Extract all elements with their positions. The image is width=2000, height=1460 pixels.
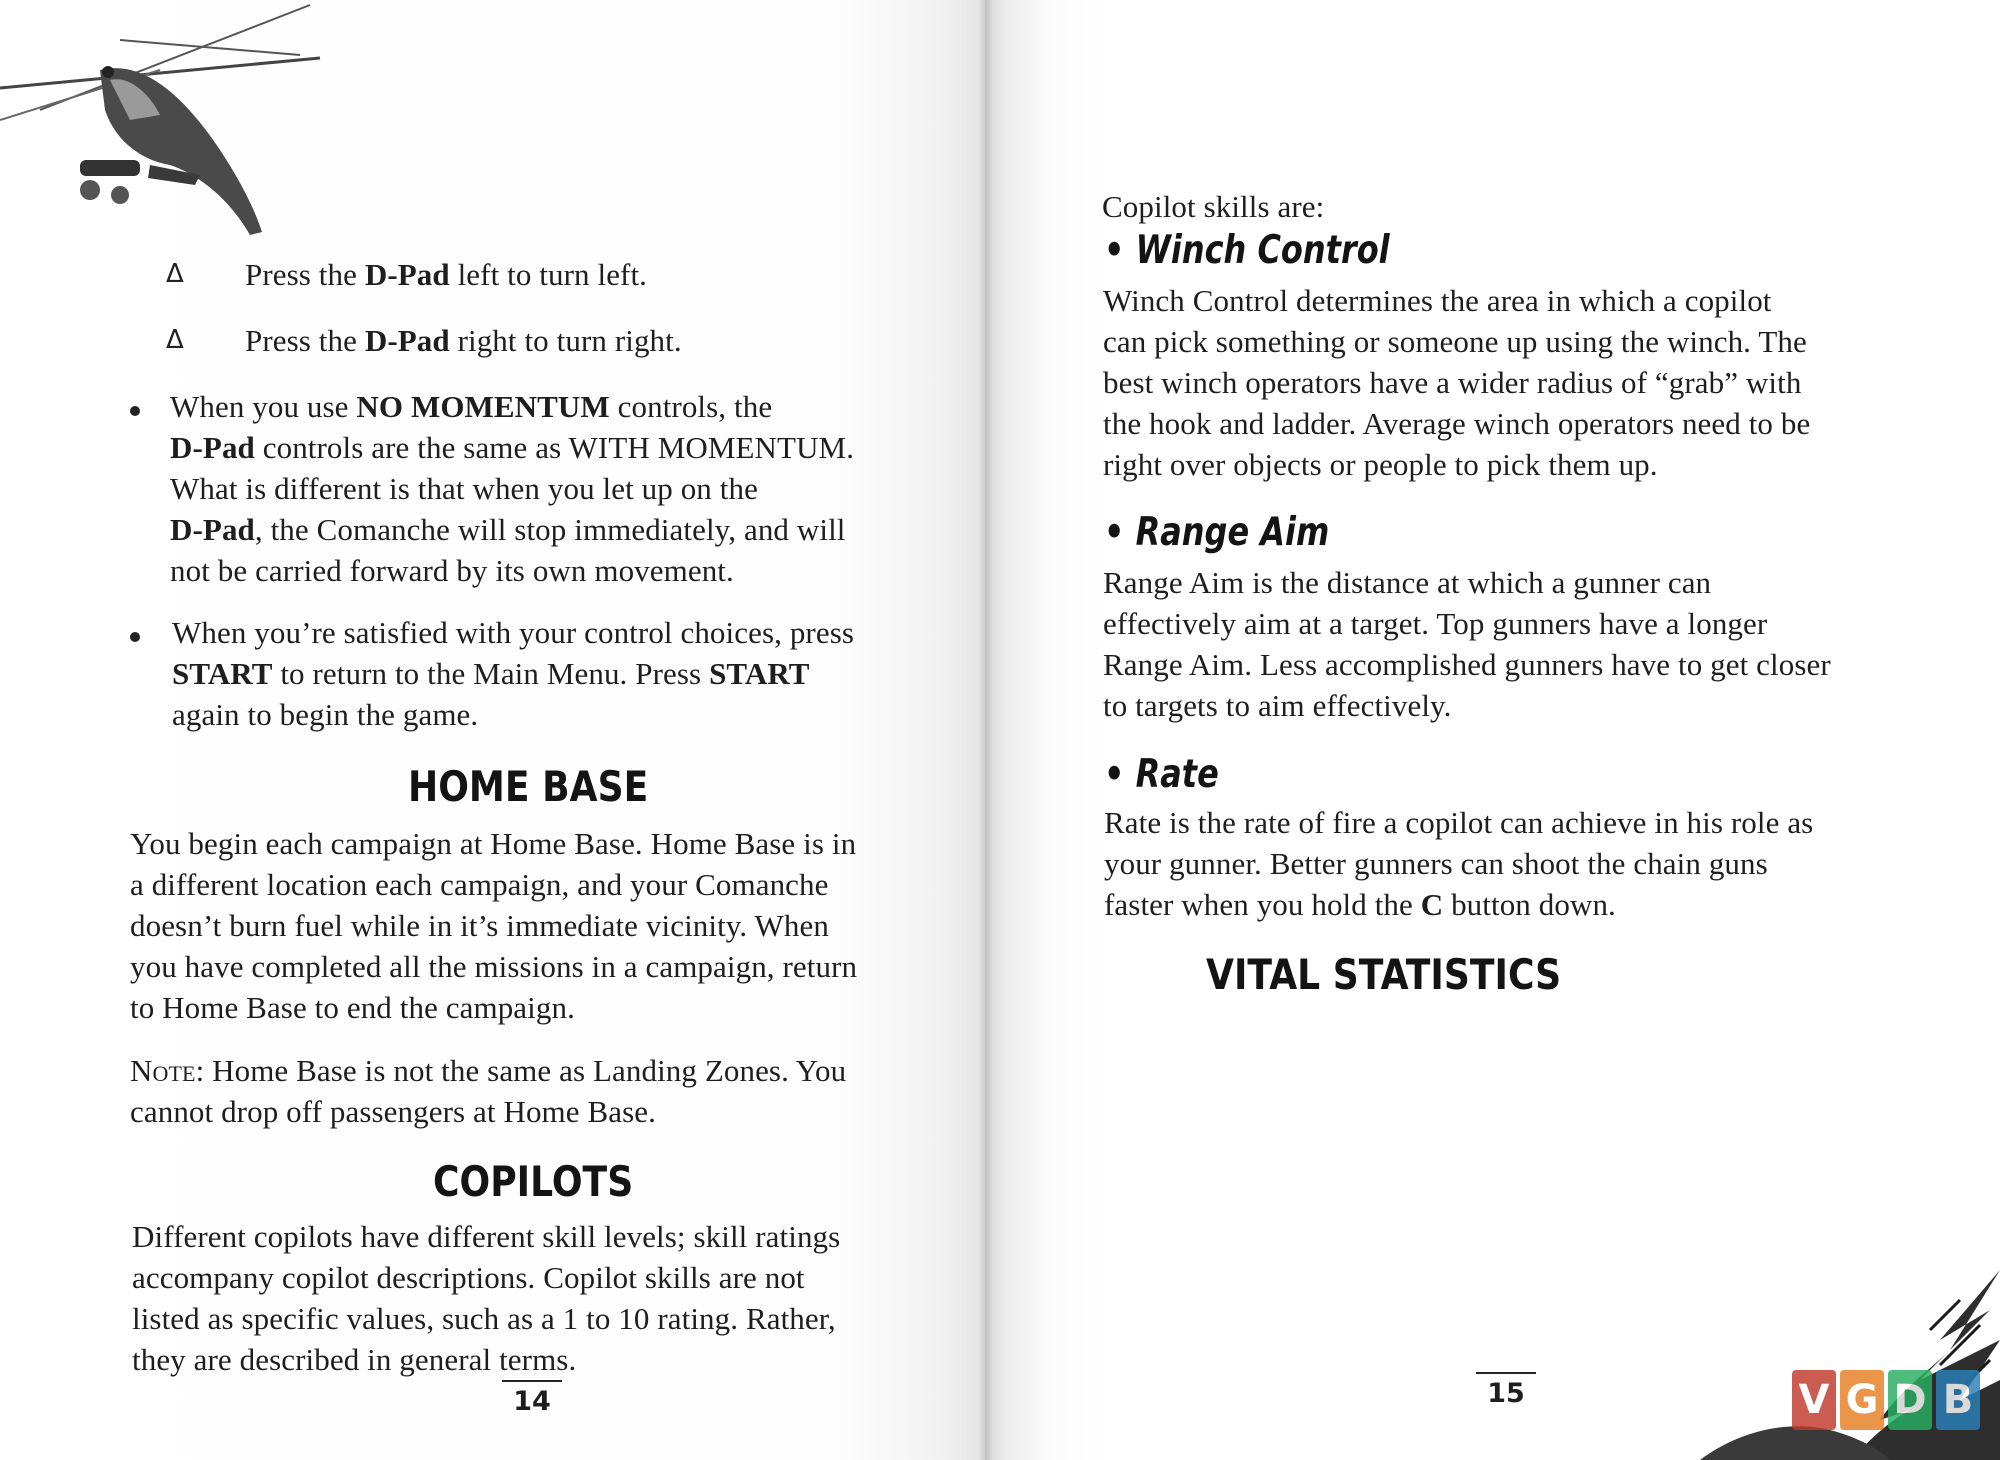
foliage-illustration bbox=[1700, 1270, 2000, 1460]
text-run: , the Comanche will stop immediately, and will bbox=[254, 512, 846, 547]
bullet-start bbox=[172, 612, 854, 735]
book-gutter bbox=[980, 0, 992, 1460]
subhead-text: Rate bbox=[1135, 752, 1219, 797]
text-line: you have completed all the missions in a campaign, return bbox=[130, 949, 858, 984]
rate-subhead: • Rate bbox=[1104, 752, 1219, 797]
text-run: controls are the same as WITH MOMENTUM. bbox=[254, 430, 855, 465]
text-line: best winch operators have a wider radius of “grab” with bbox=[1103, 365, 1802, 400]
bold-run: START bbox=[172, 656, 273, 691]
text-line: Winch Control determines the area in which a copilot bbox=[1103, 283, 1772, 318]
text-line bbox=[130, 1050, 846, 1091]
text-line: to Home Base to end the campaign. bbox=[130, 990, 575, 1025]
subhead-text: Range Aim bbox=[1135, 510, 1330, 555]
vgdb-watermark bbox=[1792, 1370, 1980, 1430]
copilot-skills-intro: Copilot skills are: bbox=[1102, 189, 1325, 224]
bold-run: D-Pad bbox=[170, 512, 255, 547]
vital-statistics-heading: VITAL STATISTICS bbox=[1206, 950, 1562, 999]
bullet-icon bbox=[130, 632, 140, 642]
text-line bbox=[1104, 884, 1813, 925]
text-line: When you’re satisfied with your control choices, press bbox=[172, 615, 855, 650]
text-line: What is different is that when you let up on the bbox=[170, 471, 758, 506]
rate-paragraph bbox=[1104, 802, 1813, 925]
text-line: listed as specific values, such as a 1 to 10 rating. Rather, bbox=[132, 1301, 836, 1336]
text-line bbox=[172, 653, 854, 694]
text-run: : Home Base is not the same as Landing Zones. You bbox=[195, 1053, 847, 1088]
sub-item-text: Press the bbox=[245, 323, 365, 358]
winch-control-subhead: • Winch Control bbox=[1104, 228, 1390, 273]
page-number-right: 15 bbox=[1476, 1372, 1536, 1409]
text-run: When you use bbox=[170, 389, 357, 424]
text-line: effectively aim at a target. Top gunners have a longer bbox=[1103, 606, 1768, 641]
text-line: to targets to aim effectively. bbox=[1103, 688, 1452, 723]
text-line: accompany copilot descriptions. Copilot skills are not bbox=[132, 1260, 805, 1295]
watermark-letter: V bbox=[1792, 1370, 1836, 1430]
text-line bbox=[170, 509, 854, 550]
delta-marker-icon: Δ bbox=[166, 259, 184, 289]
watermark-letter: G bbox=[1840, 1370, 1884, 1430]
bold-run: NO MOMENTUM bbox=[356, 389, 610, 424]
text-run: button down. bbox=[1443, 887, 1616, 922]
bold-run: C bbox=[1420, 887, 1444, 922]
text-line: Rate is the rate of fire a copilot can achieve in his role as bbox=[1104, 805, 1814, 840]
sub-item-text: left to turn left. bbox=[449, 257, 648, 292]
text-line: Range Aim is the distance at which a gunner can bbox=[1103, 565, 1712, 600]
home-base-paragraph bbox=[130, 823, 857, 1028]
text-run: faster when you hold the bbox=[1104, 887, 1421, 922]
helicopter-illustration bbox=[0, 0, 330, 240]
text-line: your gunner. Better gunners can shoot the chain guns bbox=[1104, 846, 1768, 881]
text-line: they are described in general terms. bbox=[132, 1342, 577, 1377]
home-base-note bbox=[130, 1050, 846, 1132]
text-line: right over objects or people to pick them up. bbox=[1103, 447, 1658, 482]
subhead-text: Winch Control bbox=[1135, 228, 1390, 273]
text-line: cannot drop off passengers at Home Base. bbox=[130, 1094, 656, 1129]
text-line: again to begin the game. bbox=[172, 697, 479, 732]
text-line: the hook and ladder. Average winch operators need to be bbox=[1103, 406, 1811, 441]
sub-item-turn-right bbox=[245, 320, 682, 361]
bullet-icon bbox=[130, 406, 140, 416]
delta-marker-icon: Δ bbox=[166, 325, 184, 355]
bullet-no-momentum bbox=[170, 386, 854, 591]
sub-item-text: Press the bbox=[245, 257, 365, 292]
range-aim-paragraph bbox=[1103, 562, 1831, 726]
text-run: to return to the Main Menu. Press bbox=[272, 656, 710, 691]
text-line: not be carried forward by its own movement. bbox=[170, 553, 734, 588]
text-run: controls, the bbox=[609, 389, 773, 424]
bold-run: D-Pad bbox=[170, 430, 255, 465]
text-line: doesn’t burn fuel while in it’s immediate vicinity. When bbox=[130, 908, 829, 943]
bold-run: START bbox=[709, 656, 810, 691]
watermark-letter: D bbox=[1888, 1370, 1932, 1430]
copilots-heading: COPILOTS bbox=[433, 1157, 634, 1206]
text-line bbox=[170, 386, 854, 427]
sub-item-text: right to turn right. bbox=[449, 323, 682, 358]
sub-item-bold: D-Pad bbox=[364, 323, 450, 358]
winch-control-paragraph bbox=[1103, 280, 1810, 485]
text-line: a different location each campaign, and your Comanche bbox=[130, 867, 829, 902]
text-line: Different copilots have different skill levels; skill ratings bbox=[132, 1219, 841, 1254]
text-line bbox=[170, 427, 854, 468]
watermark-letter: B bbox=[1936, 1370, 1980, 1430]
range-aim-subhead: • Range Aim bbox=[1104, 510, 1330, 555]
home-base-heading: HOME BASE bbox=[408, 762, 649, 811]
text-line: can pick something or someone up using the winch. The bbox=[1103, 324, 1807, 359]
sub-item-turn-left bbox=[245, 254, 647, 295]
page-number-left: 14 bbox=[502, 1380, 562, 1417]
sub-item-bold: D-Pad bbox=[364, 257, 450, 292]
note-label: Note bbox=[130, 1053, 196, 1088]
text-line: Range Aim. Less accomplished gunners have to get closer bbox=[1103, 647, 1831, 682]
text-line: You begin each campaign at Home Base. Home Base is in bbox=[130, 826, 857, 861]
copilots-paragraph bbox=[132, 1216, 840, 1380]
